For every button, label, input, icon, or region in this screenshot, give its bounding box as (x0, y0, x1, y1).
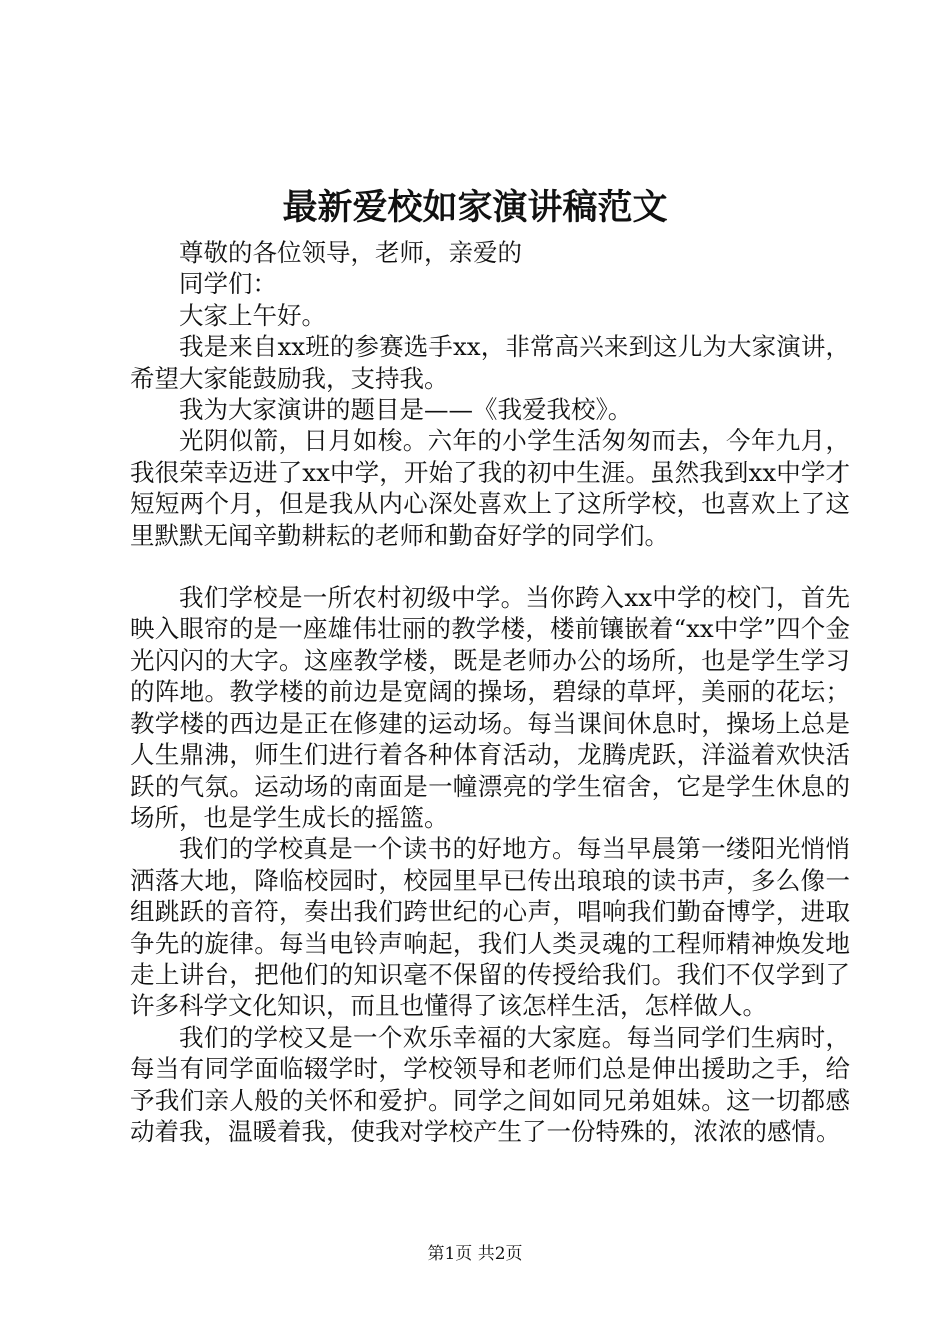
paragraph-greeting: 大家上午好。 (179, 300, 326, 330)
page-number: 第1页 共2页 (427, 1244, 523, 1264)
document-body (130, 237, 850, 1147)
paragraph-topic: 我为大家演讲的题目是——《我爱我校》。 (179, 395, 633, 425)
paragraph-reading: 我们的学校真是一个读书的好地方。每当早晨第一缕阳光悄悄洒落大地，降临校园时，校园里早已传出琅琅的读书声，多么像一组跳跃的音符，奏出我们跨世纪的心声，唱响我们勤奋博学，进取争先的旋律。每当电铃声响起，我们人类灵魂的工程师精神焕发地走上讲台，把他们的知识毫不保留的传授给我们。我们不仅学到了许多科学文化知识，而且也懂得了该怎样生活，怎样做人。 (130, 834, 850, 1021)
paragraph-campus: 我们学校是一所农村初级中学。当你跨入xx中学的校门，首先映入眼帘的是一座雄伟壮丽的教学楼，楼前镶嵌着“xx中学”四个金光闪闪的大字。这座教学楼，既是老师办公的场所，也是学生学习的阵地。教学楼的前边是宽阔的操场，碧绿的草坪，美丽的花坛；教学楼的西边是正在修建的运动场。每当课间休息时，操场上总是人生鼎沸，师生们进行着各种体育活动，龙腾虎跃，洋溢着欢快活跃的气氛。运动场的南面是一幢漂亮的学生宿舍，它是学生休息的场所，也是学生成长的摇篮。 (130, 583, 850, 832)
paragraph-family: 我们的学校又是一个欢乐幸福的大家庭。每当同学们生病时，每当有同学面临辍学时，学校领导和老师们总是伸出援助之手，给予我们亲人般的关怀和爱护。同学之间如同兄弟姐妹。这一切都感动着我，温暖着我，使我对学校产生了一份特殊的，浓浓的感情。 (130, 1022, 850, 1146)
paragraph-salutation: 尊敬的各位领导，老师，亲爱的 (179, 238, 522, 267)
paragraph-salutation-cont: 同学们： (179, 269, 277, 299)
document-title: 最新爱校如家演讲稿范文 (282, 187, 668, 228)
paragraph-introduction: 我是来自xx班的参赛选手xx，非常高兴来到这儿为大家演讲，希望大家能鼓励我，支持我。 (130, 332, 850, 393)
paragraph-time: 光阴似箭，日月如梭。六年的小学生活匆匆而去，今年九月，我很荣幸迈进了xx中学，开始了我的初中生涯。虽然我到xx中学才短短两个月，但是我从内心深处喜欢上了这所学校，也喜欢上了这里默默无闻辛勤耕耘的老师和勤奋好学的同学们。 (130, 426, 850, 550)
